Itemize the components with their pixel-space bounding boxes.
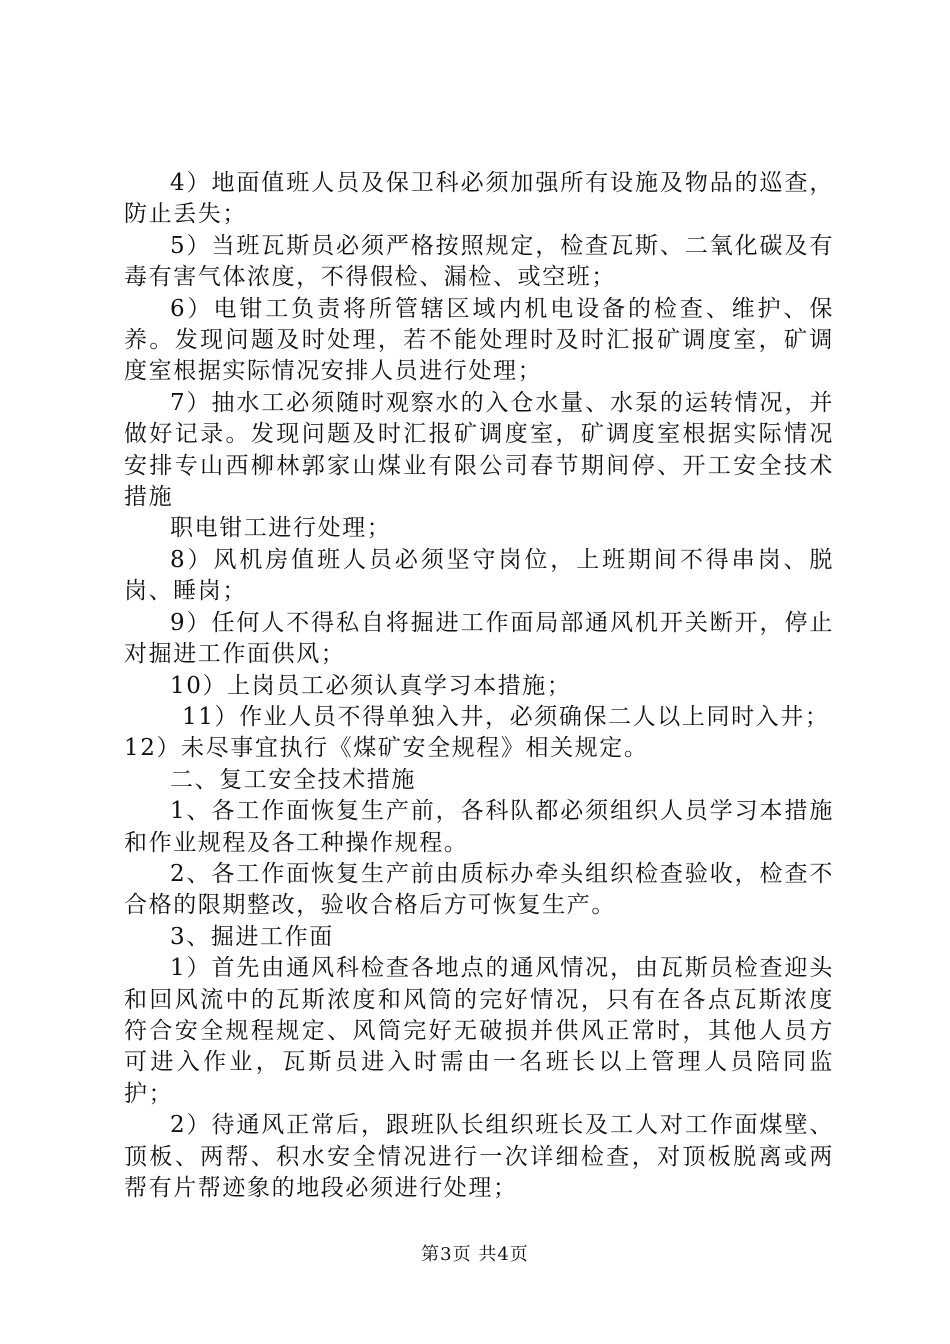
paragraph-tunneling-1: 1）首先由通风科检查各地点的通风情况，由瓦斯员检查迎头和回风流中的瓦斯浓度和风筒的完好情况，只有在各点瓦斯浓度符合安全规程规定、风筒完好无破损并供风正常时，其他人员方可进入作业，瓦斯员进入时需由一名班长以上管理人员陪同监护；	[124, 955, 834, 1107]
paragraph-item-8: 8）风机房值班人员必须坚守岗位，上班期间不得串岗、脱岗、睡岗；	[124, 546, 834, 605]
section-heading-resume-work: 二、复工安全技术措施	[170, 766, 416, 793]
paragraph-resume-1: 1、各工作面恢复生产前，各科队都必须组织人员学习本措施和作业规程及各工种操作规程。	[124, 798, 834, 856]
paragraph-item-4: 4）地面值班人员及保卫科必须加强所有设施及物品的巡查，防止丢失；	[124, 170, 834, 228]
paragraph-item-11: 11）作业人员不得单独入井，必须确保二人以上同时入井；	[182, 703, 830, 730]
paragraph-tunneling-2: 2）待通风正常后，跟班队长组织班长及工人对工作面煤壁、顶板、两帮、积水安全情况进行一次详细检查，对顶板脱离或两帮有片帮迹象的地段必须进行处理；	[124, 1112, 834, 1201]
paragraph-item-9: 9）任何人不得私自将掘进工作面局部通风机开关断开，停止对掘进工作面供风；	[124, 609, 834, 668]
paragraph-item-7: 7）抽水工必须随时观察水的入仓水量、水泵的运转情况，并做好记录。发现问题及时汇报矿调度室，矿调度室根据实际情况安排专山西柳林郭家山煤业有限公司春节期间停、开工安全技术措施	[124, 389, 834, 511]
paragraph-resume-2: 2、各工作面恢复生产前由质标办牵头组织检查验收，检查不合格的限期整改，验收合格后方可恢复生产。	[124, 860, 834, 919]
paragraph-item-6: 6）电钳工负责将所管辖区域内机电设备的检查、维护、保养。发现问题及时处理，若不能处理时及时汇报矿调度室，矿调度室根据实际情况安排人员进行处理；	[124, 295, 834, 385]
paragraph-continuation: 职电钳工进行处理；	[170, 515, 392, 542]
paragraph-item-12: 12）未尽事宜执行《煤矿安全规程》相关规定。	[124, 735, 649, 762]
paragraph-item-10: 10）上岗员工必须认真学习本措施；	[170, 672, 572, 699]
page-number-footer: 第3页 共4页	[421, 1244, 529, 1265]
paragraph-item-5: 5）当班瓦斯员必须严格按照规定，检查瓦斯、二氧化碳及有毒有害气体浓度，不得假检、漏检、或空班；	[124, 232, 834, 291]
subheading-tunneling-face: 3、掘进工作面	[170, 923, 334, 950]
document-body	[124, 168, 834, 1204]
